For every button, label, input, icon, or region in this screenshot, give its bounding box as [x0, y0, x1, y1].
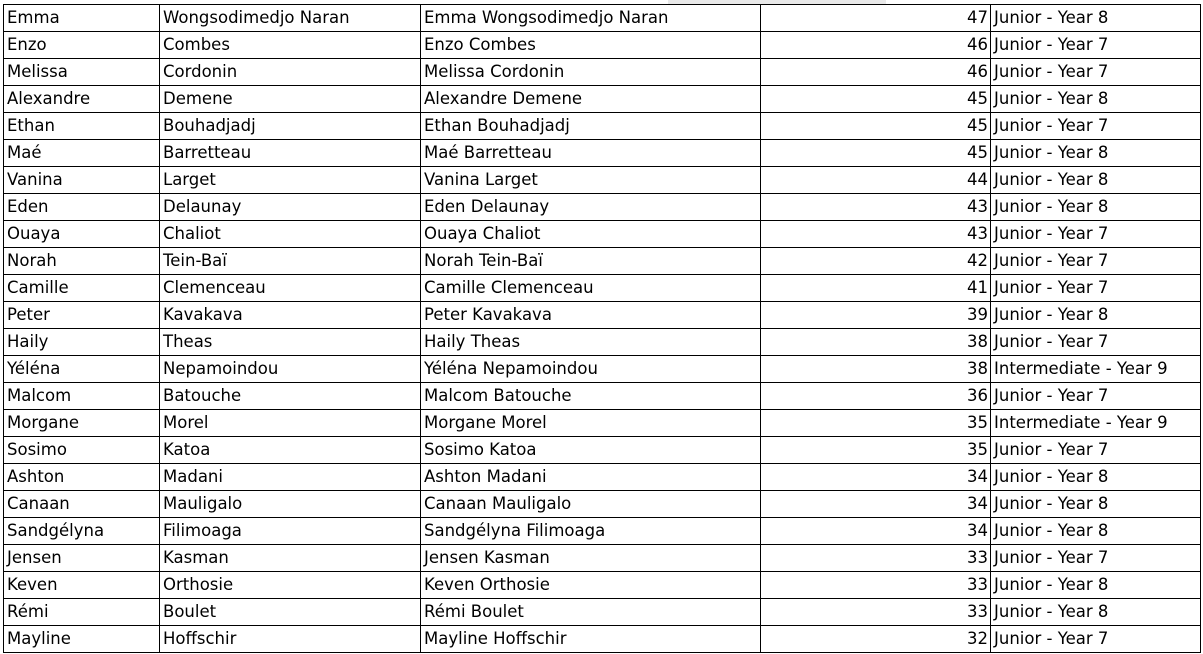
level-cell[interactable]: Junior - Year 7 [991, 329, 1201, 356]
score-cell[interactable]: 38 [761, 356, 991, 383]
first-name-cell[interactable]: Enzo [4, 32, 160, 59]
full-name-cell[interactable]: Ouaya Chaliot [421, 221, 761, 248]
score-cell[interactable]: 35 [761, 437, 991, 464]
score-cell[interactable]: 39 [761, 302, 991, 329]
table-row [4, 113, 1201, 140]
score-cell[interactable]: 45 [761, 113, 991, 140]
score-cell[interactable]: 34 [761, 464, 991, 491]
first-name-cell[interactable]: Peter [4, 302, 160, 329]
level-cell[interactable]: Junior - Year 7 [991, 275, 1201, 302]
full-name-cell[interactable]: Canaan Mauligalo [421, 491, 761, 518]
last-name-cell[interactable]: Bouhadjadj [160, 113, 421, 140]
full-name-cell[interactable]: Alexandre Demene [421, 86, 761, 113]
table-row [4, 626, 1201, 653]
full-name-cell[interactable]: Norah Tein-Baï [421, 248, 761, 275]
table-row [4, 302, 1201, 329]
last-name-cell[interactable]: Mauligalo [160, 491, 421, 518]
last-name-cell[interactable]: Kavakava [160, 302, 421, 329]
last-name-cell[interactable]: Morel [160, 410, 421, 437]
level-cell[interactable]: Junior - Year 8 [991, 572, 1201, 599]
level-cell[interactable]: Junior - Year 8 [991, 599, 1201, 626]
table-row [4, 5, 1201, 32]
score-cell[interactable]: 32 [761, 626, 991, 653]
full-name-cell[interactable]: Enzo Combes [421, 32, 761, 59]
full-name-cell[interactable]: Ashton Madani [421, 464, 761, 491]
full-name-cell[interactable]: Sosimo Katoa [421, 437, 761, 464]
table-row [4, 491, 1201, 518]
full-name-cell[interactable]: Sandgélyna Filimoaga [421, 518, 761, 545]
table-row [4, 383, 1201, 410]
first-name-cell[interactable]: Haily [4, 329, 160, 356]
table-row [4, 599, 1201, 626]
level-cell[interactable]: Junior - Year 8 [991, 5, 1201, 32]
first-name-cell[interactable]: Yéléna [4, 356, 160, 383]
full-name-cell[interactable]: Rémi Boulet [421, 599, 761, 626]
score-cell[interactable]: 38 [761, 329, 991, 356]
score-cell[interactable]: 34 [761, 491, 991, 518]
first-name-cell[interactable]: Canaan [4, 491, 160, 518]
table-row [4, 275, 1201, 302]
first-name-cell[interactable]: Eden [4, 194, 160, 221]
table-row [4, 221, 1201, 248]
full-name-cell[interactable]: Mayline Hoffschir [421, 626, 761, 653]
table-row [4, 329, 1201, 356]
full-name-cell[interactable]: Camille Clemenceau [421, 275, 761, 302]
full-name-cell[interactable]: Melissa Cordonin [421, 59, 761, 86]
score-cell[interactable]: 33 [761, 545, 991, 572]
last-name-cell[interactable]: Combes [160, 32, 421, 59]
score-cell[interactable]: 36 [761, 383, 991, 410]
score-cell[interactable]: 46 [761, 59, 991, 86]
level-cell[interactable]: Junior - Year 7 [991, 248, 1201, 275]
score-cell[interactable]: 44 [761, 167, 991, 194]
full-name-cell[interactable]: Vanina Larget [421, 167, 761, 194]
last-name-cell[interactable]: Nepamoindou [160, 356, 421, 383]
level-cell[interactable]: Junior - Year 7 [991, 437, 1201, 464]
first-name-cell[interactable]: Sandgélyna [4, 518, 160, 545]
first-name-cell[interactable]: Melissa [4, 59, 160, 86]
first-name-cell[interactable]: Camille [4, 275, 160, 302]
first-name-cell[interactable]: Jensen [4, 545, 160, 572]
first-name-cell[interactable]: Vanina [4, 167, 160, 194]
first-name-cell[interactable]: Mayline [4, 626, 160, 653]
first-name-cell[interactable]: Maé [4, 140, 160, 167]
last-name-cell[interactable]: Theas [160, 329, 421, 356]
full-name-cell[interactable]: Morgane Morel [421, 410, 761, 437]
level-cell[interactable]: Junior - Year 8 [991, 518, 1201, 545]
first-name-cell[interactable]: Emma [4, 5, 160, 32]
level-cell[interactable]: Junior - Year 8 [991, 194, 1201, 221]
level-cell[interactable]: Junior - Year 7 [991, 545, 1201, 572]
level-cell[interactable]: Junior - Year 7 [991, 221, 1201, 248]
level-cell[interactable]: Junior - Year 8 [991, 302, 1201, 329]
score-cell[interactable]: 33 [761, 572, 991, 599]
level-cell[interactable]: Junior - Year 8 [991, 140, 1201, 167]
last-name-cell[interactable]: Larget [160, 167, 421, 194]
first-name-cell[interactable]: Keven [4, 572, 160, 599]
table-row [4, 167, 1201, 194]
score-cell[interactable]: 33 [761, 599, 991, 626]
first-name-cell[interactable]: Rémi [4, 599, 160, 626]
score-cell[interactable]: 45 [761, 140, 991, 167]
level-cell[interactable]: Intermediate - Year 9 [991, 410, 1201, 437]
last-name-cell[interactable]: Filimoaga [160, 518, 421, 545]
level-cell[interactable]: Junior - Year 8 [991, 491, 1201, 518]
first-name-cell[interactable]: Ashton [4, 464, 160, 491]
full-name-cell[interactable]: Ethan Bouhadjadj [421, 113, 761, 140]
level-cell[interactable]: Junior - Year 8 [991, 167, 1201, 194]
score-cell[interactable]: 42 [761, 248, 991, 275]
last-name-cell[interactable]: Cordonin [160, 59, 421, 86]
first-name-cell[interactable]: Sosimo [4, 437, 160, 464]
table-row [4, 410, 1201, 437]
score-cell[interactable]: 41 [761, 275, 991, 302]
full-name-cell[interactable]: Malcom Batouche [421, 383, 761, 410]
table-row [4, 32, 1201, 59]
results-table-body [4, 5, 1201, 653]
last-name-cell[interactable]: Barretteau [160, 140, 421, 167]
table-row [4, 194, 1201, 221]
level-cell[interactable]: Junior - Year 7 [991, 113, 1201, 140]
score-cell[interactable]: 35 [761, 410, 991, 437]
last-name-cell[interactable]: Orthosie [160, 572, 421, 599]
last-name-cell[interactable]: Batouche [160, 383, 421, 410]
score-cell[interactable]: 43 [761, 194, 991, 221]
last-name-cell[interactable]: Boulet [160, 599, 421, 626]
full-name-cell[interactable]: Jensen Kasman [421, 545, 761, 572]
score-cell[interactable]: 46 [761, 32, 991, 59]
last-name-cell[interactable]: Hoffschir [160, 626, 421, 653]
last-name-cell[interactable]: Kasman [160, 545, 421, 572]
full-name-cell[interactable]: Peter Kavakava [421, 302, 761, 329]
last-name-cell[interactable]: Wongsodimedjo Naran [160, 5, 421, 32]
last-name-cell[interactable]: Chaliot [160, 221, 421, 248]
full-name-cell[interactable]: Emma Wongsodimedjo Naran [421, 5, 761, 32]
full-name-cell[interactable]: Haily Theas [421, 329, 761, 356]
level-cell[interactable]: Junior - Year 8 [991, 86, 1201, 113]
score-cell[interactable]: 43 [761, 221, 991, 248]
full-name-cell[interactable]: Eden Delaunay [421, 194, 761, 221]
full-name-cell[interactable]: Maé Barretteau [421, 140, 761, 167]
table-row [4, 248, 1201, 275]
table-row [4, 518, 1201, 545]
last-name-cell[interactable]: Delaunay [160, 194, 421, 221]
level-cell[interactable]: Junior - Year 8 [991, 464, 1201, 491]
first-name-cell[interactable]: Ouaya [4, 221, 160, 248]
level-cell[interactable]: Junior - Year 7 [991, 59, 1201, 86]
first-name-cell[interactable]: Morgane [4, 410, 160, 437]
first-name-cell[interactable]: Malcom [4, 383, 160, 410]
table-row [4, 437, 1201, 464]
last-name-cell[interactable]: Clemenceau [160, 275, 421, 302]
first-name-cell[interactable]: Norah [4, 248, 160, 275]
score-cell[interactable]: 34 [761, 518, 991, 545]
table-row [4, 140, 1201, 167]
results-table [3, 4, 1201, 653]
score-cell[interactable]: 45 [761, 86, 991, 113]
last-name-cell[interactable]: Madani [160, 464, 421, 491]
level-cell[interactable]: Intermediate - Year 9 [991, 356, 1201, 383]
table-row [4, 86, 1201, 113]
score-cell[interactable]: 47 [761, 5, 991, 32]
last-name-cell[interactable]: Katoa [160, 437, 421, 464]
level-cell[interactable]: Junior - Year 7 [991, 383, 1201, 410]
last-name-cell[interactable]: Demene [160, 86, 421, 113]
table-row [4, 545, 1201, 572]
level-cell[interactable]: Junior - Year 7 [991, 32, 1201, 59]
table-row [4, 59, 1201, 86]
table-row [4, 464, 1201, 491]
full-name-cell[interactable]: Keven Orthosie [421, 572, 761, 599]
first-name-cell[interactable]: Ethan [4, 113, 160, 140]
table-row [4, 356, 1201, 383]
last-name-cell[interactable]: Tein-Baï [160, 248, 421, 275]
level-cell[interactable]: Junior - Year 7 [991, 626, 1201, 653]
first-name-cell[interactable]: Alexandre [4, 86, 160, 113]
table-row [4, 572, 1201, 599]
full-name-cell[interactable]: Yéléna Nepamoindou [421, 356, 761, 383]
